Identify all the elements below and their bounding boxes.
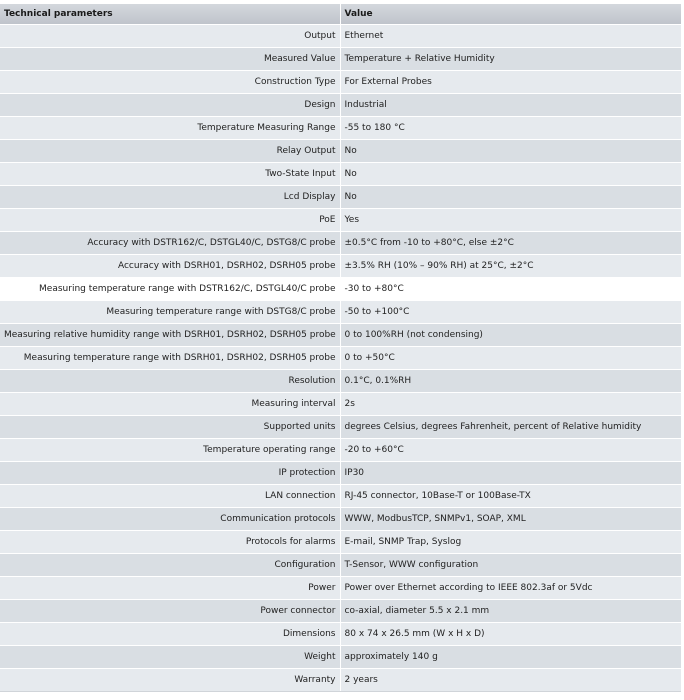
parameter-value: 80 x 74 x 26.5 mm (W x H x D)	[340, 623, 681, 646]
table-row	[0, 577, 681, 600]
parameter-name: Warranty	[0, 669, 340, 692]
parameter-name: Temperature operating range	[0, 439, 340, 462]
parameter-name: Construction Type	[0, 71, 340, 94]
parameter-value: Yes	[340, 209, 681, 232]
parameter-name: Two-State Input	[0, 163, 340, 186]
table-row	[0, 186, 681, 209]
parameter-name: Accuracy with DSTR162/C, DSTGL40/C, DSTG8/C probe	[0, 232, 340, 255]
parameter-name: Temperature Measuring Range	[0, 117, 340, 140]
table-row	[0, 531, 681, 554]
parameter-name: Output	[0, 25, 340, 48]
table-row	[0, 324, 681, 347]
parameter-value: No	[340, 140, 681, 163]
table-row	[0, 646, 681, 669]
parameter-value: -55 to 180 °C	[340, 117, 681, 140]
parameter-value: ±0.5°C from -10 to +80°C, else ±2°C	[340, 232, 681, 255]
parameter-name: Measuring temperature range with DSTR162/C, DSTGL40/C probe	[0, 278, 340, 301]
table-row	[0, 554, 681, 577]
parameter-value: Ethernet	[340, 25, 681, 48]
header-row	[0, 4, 681, 25]
table-row	[0, 347, 681, 370]
parameter-name: Supported units	[0, 416, 340, 439]
table-row	[0, 301, 681, 324]
parameter-name: Power	[0, 577, 340, 600]
parameter-value: 0 to 100%RH (not condensing)	[340, 324, 681, 347]
table-row	[0, 508, 681, 531]
parameter-value: IP30	[340, 462, 681, 485]
parameter-name: Accuracy with DSRH01, DSRH02, DSRH05 probe	[0, 255, 340, 278]
parameter-name: Lcd Display	[0, 186, 340, 209]
parameter-value: Power over Ethernet according to IEEE 802.3af or 5Vdc	[340, 577, 681, 600]
header-value: Value	[340, 4, 681, 25]
table-row	[0, 117, 681, 140]
parameter-name: Relay Output	[0, 140, 340, 163]
table-row	[0, 416, 681, 439]
parameter-value: ±3.5% RH (10% – 90% RH) at 25°C, ±2°C	[340, 255, 681, 278]
parameter-value: T-Sensor, WWW configuration	[340, 554, 681, 577]
table-row	[0, 71, 681, 94]
parameter-value: -50 to +100°C	[340, 301, 681, 324]
parameter-value: For External Probes	[340, 71, 681, 94]
parameter-name: Communication protocols	[0, 508, 340, 531]
parameter-value: 0 to +50°C	[340, 347, 681, 370]
table-row	[0, 94, 681, 117]
header-param: Technical parameters	[0, 4, 340, 25]
table-row	[0, 232, 681, 255]
table-row	[0, 623, 681, 646]
parameter-value: No	[340, 163, 681, 186]
parameter-value: 0.1°C, 0.1%RH	[340, 370, 681, 393]
table-header	[0, 4, 681, 25]
parameter-name: Resolution	[0, 370, 340, 393]
parameter-name: LAN connection	[0, 485, 340, 508]
parameter-value: co-axial, diameter 5.5 x 2.1 mm	[340, 600, 681, 623]
parameter-name: Power connector	[0, 600, 340, 623]
parameter-name: Measured Value	[0, 48, 340, 71]
parameter-name: Measuring relative humidity range with DSRH01, DSRH02, DSRH05 probe	[0, 324, 340, 347]
table-row	[0, 255, 681, 278]
table-row	[0, 278, 681, 301]
table-row	[0, 600, 681, 623]
parameter-value: WWW, ModbusTCP, SNMPv1, SOAP, XML	[340, 508, 681, 531]
parameter-value: Temperature + Relative Humidity	[340, 48, 681, 71]
parameter-name: PoE	[0, 209, 340, 232]
parameter-value: Industrial	[340, 94, 681, 117]
parameter-name: Protocols for alarms	[0, 531, 340, 554]
parameter-name: Measuring temperature range with DSRH01, DSRH02, DSRH05 probe	[0, 347, 340, 370]
parameter-value: -20 to +60°C	[340, 439, 681, 462]
table-row	[0, 669, 681, 692]
parameter-value: -30 to +80°C	[340, 278, 681, 301]
parameter-name: Design	[0, 94, 340, 117]
parameter-value: RJ-45 connector, 10Base-T or 100Base-TX	[340, 485, 681, 508]
table-body	[0, 25, 681, 692]
parameter-value: degrees Celsius, degrees Fahrenheit, percent of Relative humidity	[340, 416, 681, 439]
table-row	[0, 439, 681, 462]
table-row	[0, 393, 681, 416]
parameter-name: Configuration	[0, 554, 340, 577]
table-row	[0, 163, 681, 186]
table-row	[0, 462, 681, 485]
parameter-name: Measuring temperature range with DSTG8/C probe	[0, 301, 340, 324]
table-row	[0, 370, 681, 393]
parameter-value: No	[340, 186, 681, 209]
technical-parameters-table	[0, 4, 681, 692]
table-row	[0, 25, 681, 48]
table-row	[0, 140, 681, 163]
parameter-name: Dimensions	[0, 623, 340, 646]
parameter-name: IP protection	[0, 462, 340, 485]
parameter-value: approximately 140 g	[340, 646, 681, 669]
table-row	[0, 485, 681, 508]
parameter-name: Measuring interval	[0, 393, 340, 416]
parameter-value: 2 years	[340, 669, 681, 692]
parameter-value: 2s	[340, 393, 681, 416]
parameter-name: Weight	[0, 646, 340, 669]
parameter-value: E-mail, SNMP Trap, Syslog	[340, 531, 681, 554]
table-row	[0, 48, 681, 71]
table-row	[0, 209, 681, 232]
